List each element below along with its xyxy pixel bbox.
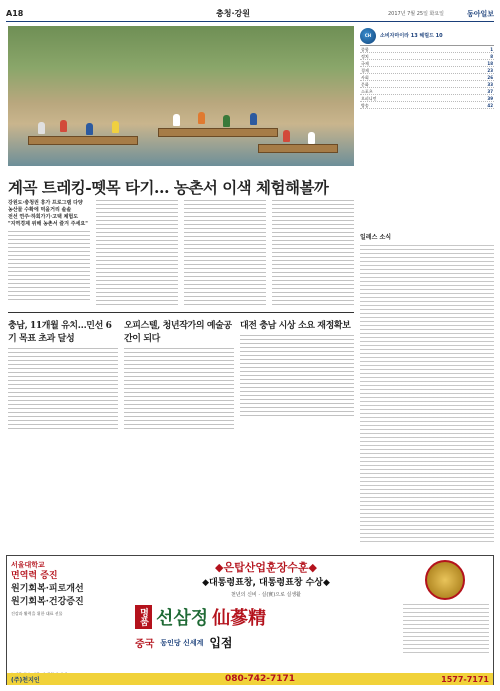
ad-main-panel: [135, 559, 397, 664]
article-text: [184, 200, 266, 308]
ad-claim: [11, 570, 129, 609]
main-article: [8, 200, 354, 308]
entry-country: 중국: [135, 639, 155, 650]
ad-right-text: [403, 604, 489, 654]
page-number: A18: [6, 9, 24, 18]
raft: [158, 128, 278, 137]
person: [250, 113, 257, 125]
index-row: [360, 102, 494, 109]
subhead-line: 전선 연주·하회가기·고택 체험도: [8, 214, 79, 220]
index-page: 23: [487, 68, 493, 73]
right-column-title: 일레스 소식: [360, 234, 392, 241]
section-name: 충청·강원: [216, 9, 250, 18]
ad-company: (주)천지인: [11, 676, 40, 684]
index-row: [360, 74, 494, 81]
index-page: 8: [490, 54, 493, 59]
ad-claim-line: 면역력 증진: [11, 571, 58, 581]
index-label: 정치: [361, 54, 369, 59]
famous-badge: 명품: [135, 605, 152, 629]
index-label: 오피니언: [361, 96, 377, 101]
index-row: [360, 81, 494, 88]
ad-brand: 서울대학교: [11, 561, 45, 569]
index-label: 종합: [361, 47, 369, 52]
award-line-2: ◆대통령표창, 대통령표창 수상◆: [202, 578, 330, 588]
person: [283, 130, 290, 142]
ad-claim-line: 원기회복·피로개선: [11, 584, 84, 594]
entry-label: 입점: [209, 636, 233, 650]
medal-icon: [425, 560, 465, 600]
section-index: [360, 46, 494, 109]
ad-phone-alt[interactable]: 1577-7171: [441, 674, 489, 684]
ad-left-panel: [11, 560, 129, 670]
subhead-line: 농산물 수확에 먹을거리 솔솔: [8, 207, 72, 213]
person: [173, 114, 180, 126]
index-row: [360, 46, 494, 53]
index-page: 42: [487, 103, 493, 108]
article-text: [272, 200, 354, 308]
story-block: [8, 318, 118, 423]
issue-date: 2017년 7월 25일 화요일: [387, 11, 444, 17]
story-text: [124, 348, 234, 430]
index-row: [360, 88, 494, 95]
article-column: [96, 200, 178, 308]
index-row: [360, 60, 494, 67]
ad-phone[interactable]: 080-742-7171: [224, 674, 296, 684]
right-column-text: [360, 245, 494, 545]
person: [60, 120, 67, 132]
advertisement[interactable]: [6, 555, 494, 685]
index-page: 26: [487, 75, 493, 80]
section-divider: [8, 312, 354, 313]
raft: [258, 144, 338, 153]
index-label: 경제: [361, 68, 369, 73]
index-page: 37: [487, 89, 493, 94]
article-text: [8, 231, 90, 301]
article-column: [184, 200, 266, 308]
award-line: ◆은탑산업훈장수훈◆: [215, 561, 317, 574]
subhead: [8, 200, 90, 228]
ad-claim-line: 원기회복·건강증진: [11, 597, 84, 607]
index-row: [360, 67, 494, 74]
channel-logo-text: 소비자마이라 13 헤럴드 10: [380, 32, 443, 39]
product-brand-mark: 仙蔘精: [212, 608, 267, 629]
index-sidebar: [360, 26, 494, 146]
subhead-line: 강원도·충청권 휴가 프로그램 다양: [8, 200, 83, 206]
story-block: [124, 318, 234, 423]
story-title: 오피스텔, 청년작가의 예술공간이 되다: [124, 321, 232, 344]
award-subtext: 천년의 신비 · 실(實)으로 실생활: [231, 592, 301, 598]
ad-footer-bar: [7, 673, 493, 685]
index-page: 39: [487, 96, 493, 101]
channel-logo-icon: CH: [360, 28, 376, 44]
channel-logo: [360, 26, 494, 46]
ad-right-panel: [403, 560, 489, 670]
index-label: 국제: [361, 61, 369, 66]
story-title: 충남, 11개월 유치…민선 6기 목표 초과 달성: [8, 321, 112, 344]
subhead-line: "지역경제 위해 농촌서 즐겨 주세요": [8, 221, 88, 227]
index-page: 33: [487, 82, 493, 87]
index-label: 문화: [361, 82, 369, 87]
person: [308, 132, 315, 144]
story-title: 대전 충남 시상 소요 재정확보: [240, 321, 351, 331]
person: [86, 123, 93, 135]
entry-stores: 동인당 신세계: [160, 638, 204, 647]
index-label: 사회: [361, 75, 369, 80]
index-row: [360, 95, 494, 102]
right-news-column: [360, 232, 494, 552]
product-row: [135, 604, 397, 630]
story-block: [240, 318, 354, 423]
product-name: 선삼정: [156, 608, 209, 629]
index-page: 1: [490, 47, 493, 52]
entry-row: [135, 634, 397, 651]
article-text: [96, 200, 178, 308]
article-column: [272, 200, 354, 308]
page-header: [6, 6, 494, 22]
index-label: 방송: [361, 103, 369, 108]
rafting-photo: [8, 26, 354, 166]
person: [112, 121, 119, 133]
main-headline: 계곡 트레킹-뗏목 타기… 농촌서 이색 체험해볼까: [8, 178, 329, 197]
person: [198, 112, 205, 124]
index-label: 스포츠: [361, 89, 373, 94]
index-page: 18: [487, 61, 493, 66]
story-text: [240, 335, 354, 417]
paper-name: 동아일보: [466, 9, 494, 18]
index-row: [360, 53, 494, 60]
article-column: [8, 200, 90, 308]
ad-tagline: 건강과 활력을 위한 대표 선물: [11, 611, 63, 616]
person: [38, 122, 45, 134]
person: [223, 115, 230, 127]
story-text: [8, 348, 118, 430]
raft: [28, 136, 138, 145]
